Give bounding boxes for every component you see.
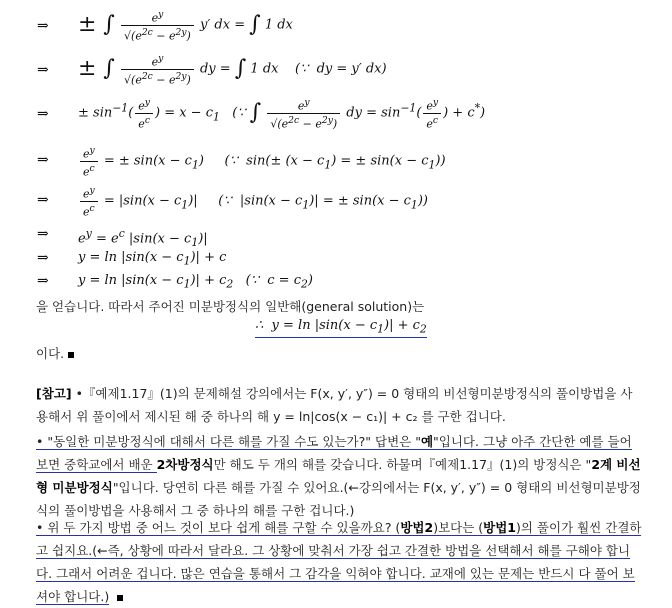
equation-expression: $\frac{e^y}{e^c}$ = $|\sin(x - c_1)|$ (∵ $|\sin(x - c_1)|$ = ± $\sin(x - c_1)$) xyxy=(78,184,428,218)
end-text: 이다. xyxy=(36,344,74,362)
general-solution: ∴ $y = \ln |\sin(x - c_1)| + c_2$ xyxy=(255,318,427,336)
intro-text: 을 얻습니다. 따라서 주어진 미분방정식의 일반해(general solution)는 xyxy=(36,299,425,314)
implies-arrow: ⇒ xyxy=(37,250,49,266)
equation-row xyxy=(0,273,672,291)
note-paragraph-2: • "동일한 미분방정식에 대해서 다른 해를 가질 수도 있는가?" 답변은 "예"입니다. 그냥 아주 간단한 예를 들어보면 중학교에서 배운 2차방정식만 해도 두 개의 해를 갖습니다. 하물며『예제1.17』(1)의 방정식은 "2계 비선형 미분방정식"입니다. 당연히 다른 해를 가질 수 있어요.(←강의에서는 F(x, y′, y″) = 0 형태의 비선형미분방정식의 풀이방법을 사용해서 그 중 하나의 해를 구한 겁니다.) xyxy=(36,434,641,518)
equation-expression: ± ∫ $\frac{e^y}{√(e^{2c} - e^{2y})}$ y′ dx = ∫ 1 dx xyxy=(78,9,293,43)
equation-row xyxy=(0,6,672,46)
note-label: [참고] xyxy=(36,386,72,401)
implies-arrow: ⇒ xyxy=(37,226,49,242)
equation-row xyxy=(0,50,672,90)
implies-arrow: ⇒ xyxy=(37,62,49,78)
equation-row xyxy=(0,226,672,249)
note-paragraph-3: • 위 두 가지 방법 중 어느 것이 보다 쉽게 해를 구할 수 있을까요? (방법2)보다는 (방법1)의 풀이가 훨씬 간결하고 쉽지요.(←즉, 상황에 따라서 달라요. 그 상황에 맞춰서 가장 쉽고 간결한 방법을 선택해서 해를 구해야 합니다. 그래서 어려운 겁니다. 많은 연습을 통해서 그 감각을 익혀야 합니다. 교재에 있는 문제는 반드시 다 풀어 보셔야 합니다.) xyxy=(36,520,642,604)
equation-expression: $y = \ln |\sin(x - c_1)| + c$ xyxy=(78,250,227,268)
equation-expression: $y = \ln |\sin(x - c_1)| + c_2$ (∵ $c = c_2$) xyxy=(78,273,313,291)
end-mark-icon xyxy=(117,595,123,601)
equation-expression: ± $\sin^{-1}$( $\frac{e^y}{e^c}$ ) = $x - c_1$ (∵ ∫ $\frac{e^y}{√(e^{2c} - e^{2y})}$ dy = $\sin^{-1}$( $\frac{e^y}{e^c}$ ) + c*) xyxy=(78,97,486,131)
equation-row xyxy=(0,142,672,178)
equation-expression: $\frac{e^y}{e^c}$ = ± $\sin(x - c_1)$ (∵ $\sin(\pm (x - c_1)$ = ± $\sin(x - c_1)$) xyxy=(78,144,446,178)
equation-row xyxy=(0,182,672,218)
implies-arrow: ⇒ xyxy=(37,106,49,122)
implies-arrow: ⇒ xyxy=(37,152,49,168)
note-paragraph-1: [참고] •『예제1.17』(1)의 문제해설 강의에서는 F(x, y′, y″) = 0 형태의 비선형미분방정식의 풀이방법을 사용해서 위 풀이에서 제시된 해 중 하나의 해 y = ln|cos(x − c₁)| + c₂ 를 구한 겁니다. xyxy=(36,386,633,424)
equation-expression: $e^y = e^c$ $|\sin(x - c_1)|$ xyxy=(78,227,208,249)
equation-row xyxy=(0,250,672,268)
end-mark-icon xyxy=(68,352,74,358)
implies-arrow: ⇒ xyxy=(37,192,49,208)
implies-arrow: ⇒ xyxy=(37,18,49,34)
implies-arrow: ⇒ xyxy=(37,273,49,289)
equation-expression: ± ∫ $\frac{e^y}{√(e^{2c} - e^{2y})}$ dy = ∫ 1 dx (∵ dy = y′ dx) xyxy=(78,53,387,87)
equation-row xyxy=(0,92,672,136)
